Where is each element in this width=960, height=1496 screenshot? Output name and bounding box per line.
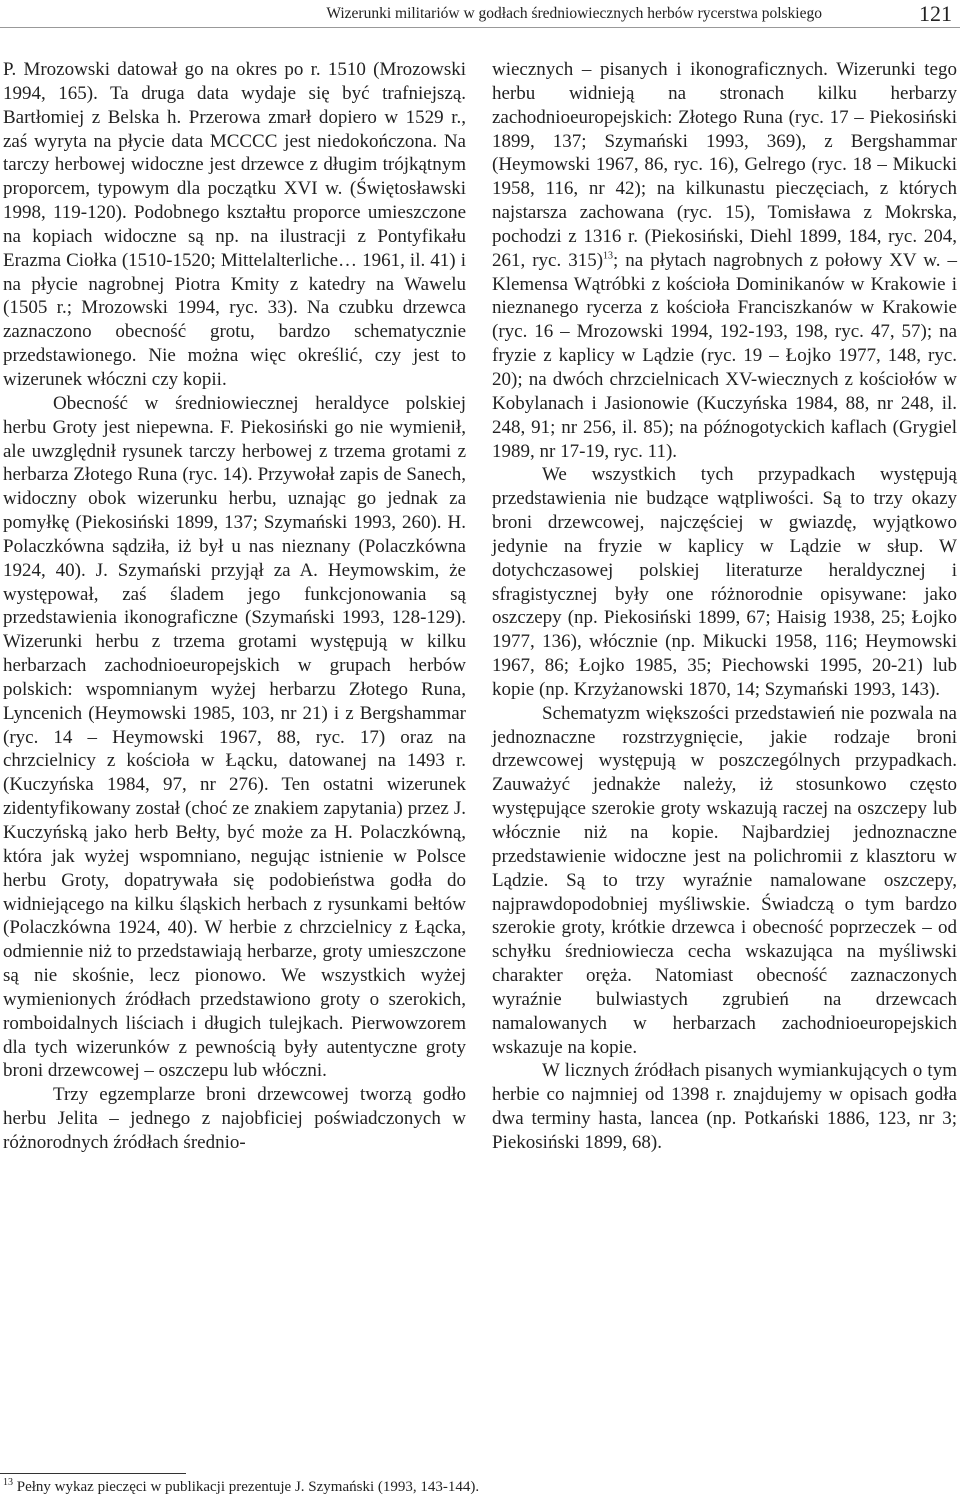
left-column [3,58,466,1155]
running-title: Wizerunki militariów w godłach średniowiecznych herbów rycerstwa polskiego [326,5,822,22]
left-paragraph-3: Trzy egzemplarze broni drzewcowej tworzą godło herbu Jelita – jednego z najobficiej poświadczonych w różnorodnych źródłach średnio- [3,1084,466,1153]
footnote [3,1478,479,1496]
footnote-rule [0,1473,186,1474]
left-paragraph-1: P. Mrozowski datował go na okres po r. 1510 (Mrozowski 1994, 165). Ta druga data wydaje się być trafniejszą. Bartłomiej z Belska h. Przerowa zmarł dopiero w 1529 r., zaś wyryta na płycie data MCCCC jest niedokończona. Na tarczy herbowej widoczne jest drzewce z długim trójkątnym proporcem, typowym dla początku XVI w. (Świętosławski 1998, 119-120). Podobnego kształtu proporce umieszczone na kopiach widoczne są np. na ilustracji z Pontyfikału Erazma Ciołka (1510-1520; Mittelalterliche… 1961, il. 41) i na płycie nagrobnej Piotra Kmity z katedry na Wawelu (1505 r.; Mrozowski 1994, ryc. 33). Na czubku drzewca zaznaczono obecność grotu, bardzo schematycznie przedstawionego. Nie można więc określić, czy jest to wizerunek włóczni czy kopii. [3,59,466,390]
right-column [492,58,957,1155]
footnote-text: Pełny wykaz pieczęci w publikacji prezentuje J. Szymański (1993, 143-144). [16,1479,480,1495]
left-paragraph-2: Obecność w średniowiecznej heraldyce polskiej herbu Groty jest niepewna. F. Piekosiński go nie wymienił, ale uwzględnił rysunek tarczy herbowej z trzema grotami z herbarza Złotego Runa (ryc. 14). Przywołał zapis de Sanech, widoczny obok wizerunku herbu, uznając go jednak za pomyłkę (Piekosiński 1899, 137; Szymański 1993, 260). H. Polaczkówna sądziła, iż był u nas nieznany (Polaczkówna 1924, 40). J. Szymański przyjął za A. Heymowskim, że występował, zaś śladem jego funkcjonowania są przedstawienia ikonograficzne (Szymański 1993, 128-129). Wizerunki herbu z trzema grotami występują w kilku herbarzach zachodnioeuropejskich w grupach herbów polskich: wspomnianym wyżej herbarzu Złotego Runa, Lyncenich (Heymowski 1985, 103, nr 21) i z Bergshammar (ryc. 14 – Heymowski 1967, 88, ryc. 17) oraz na chrzcielnicy z kościoła w Łącku, datowanej na 1493 r. (Kuczyńska 1984, 97, nr 276). Ten ostatni wizerunek zidentyfikowany został (choć ze znakiem zapytania) przez J. Kuczyńską jako herb Bełty, być może za H. Polaczkówną, która jak wyżej wspomniano, negując istnienie w Polsce herbu Groty, dopatrywała się podobieństwa godła do widniejącego na kilku śląskich herbach z rysunkami bełtów (Polaczkówna 1924, 40). W herbie z chrzcielnicy z Łącka, odmiennie niż to przedstawiają herbarze, groty umieszczone są nie skośnie, lecz pionowo. We wszystkich wyżej wymienionych źródłach przedstawiono groty o szerokich, romboidalnych liściach i długich tulejkach. Pierwowzorem dla tych wizerunków z pewnością były autentyczne groty broni drzewcowej – oszczepu lub włóczni. [3,392,466,1082]
footnote-reference[interactable]: 13 [603,250,614,262]
right-paragraph-4: W licznych źródłach pisanych wymiankujących o tym herbie co najmniej od 1398 r. znajdujemy w opisach godła dwa terminy hasta, lancea (np. Potkański 1886, 123, nr 3; Piekosiński 1899, 68). [492,1060,957,1153]
right-paragraph-3: Schematyzm większości przedstawień nie pozwala na jednoznaczne rozstrzygnięcie, jakie rodzaje broni drzewcowej występują w poszczególnych przypadkach. Zauważyć jednakże należy, iż stosunkowo często występujące szerokie groty wskazują raczej na oszczepy lub włócznie niż na kopie. Najbardziej jednoznaczne przedstawienie widoczne jest na polichromii z klasztoru w Lądzie. Są to trzy wyraźnie namalowane oszczepy, najprawdopodobniej myśliwskie. Świadczą o tym bardzo szerokie groty, krótkie drzewca i obecność poprzeczek – od schyłku średniowiecza cecha wskazująca na myśliwski charakter oręża. Natomiast obecność zaznaczonych wyraźnie bulwiastych zgrubień na drzewcach namalowanych w herbarzach zachodnioeuropejskich wskazuje na kopie. [492,702,957,1058]
page-header [0,0,960,28]
footnote-number: 13 [3,1477,13,1488]
right-paragraph-1-text-b: ; na płytach nagrobnych z połowy XV w. – Klemensa Wątróbki z kościoła Dominikanów w Krakowie i nieznanego rycerza z kościoła Franciszkanów w Krakowie (ryc. 16 – Mrozowski 1994, 192-193, 198, ryc. 47, 57); na fryzie z kaplicy w Lądzie (ryc. 19 – Łojko 1977, 148, ryc. 20); na dwóch chrzcielnicach XV-wiecznych z kościołów w Kobylanach i Jasionowie (Kuczyńska 1984, 88, nr 248, il. 248, 91; nr 256, il. 85); na późnogotyckich kaflach (Grygiel 1989, nr 17-19, ryc. 11). [492,249,957,462]
right-paragraph-2: We wszystkich tych przypadkach występują przedstawienia nie budzące wątpliwości. Są to trzy okazy broni drzewcowej, najczęściej w gwiazdę, wyjątkowo jedynie na fryzie w kaplicy w Lądzie w słup. W dotychczasowej polskiej literaturze heraldycznej i sfragistycznej były one różnorodnie opisywane: jako oszczepy (np. Piekosiński 1899, 67; Haisig 1938, 25; Łojko 1977, 136), włócznie (np. Mikucki 1958, 116; Heymowski 1967, 86; Łojko 1985, 35; Piechowski 1995, 20-21) lub kopie (np. Krzyżanowski 1870, 14; Szymański 1993, 143). [492,464,957,700]
header-rule [0,27,960,28]
right-paragraph-1-text-a: wiecznych – pisanych i ikonograficznych. Wizerunki tego herbu widnieją na stronach kilku herbarzy zachodnioeuropejskich: Złotego Runa (ryc. 17 – Piekosiński 1899, 137; Szymański 1993, 369), z Bergshammar (Heymowski 1967, 86, ryc. 16), Gelrego (ryc. 18 – Mikucki 1958, 116, nr 42); na kilkunastu pieczęciach, z których najstarsza zachowana (ryc. 15), Tomisława z Mokrska, pochodzi z 1316 r. (Piekosiński, Diehl 1899, 184, ryc. 204, 261, ryc. 315) [492,59,957,271]
right-paragraph-1 [492,58,957,463]
page-number: 121 [919,1,952,26]
